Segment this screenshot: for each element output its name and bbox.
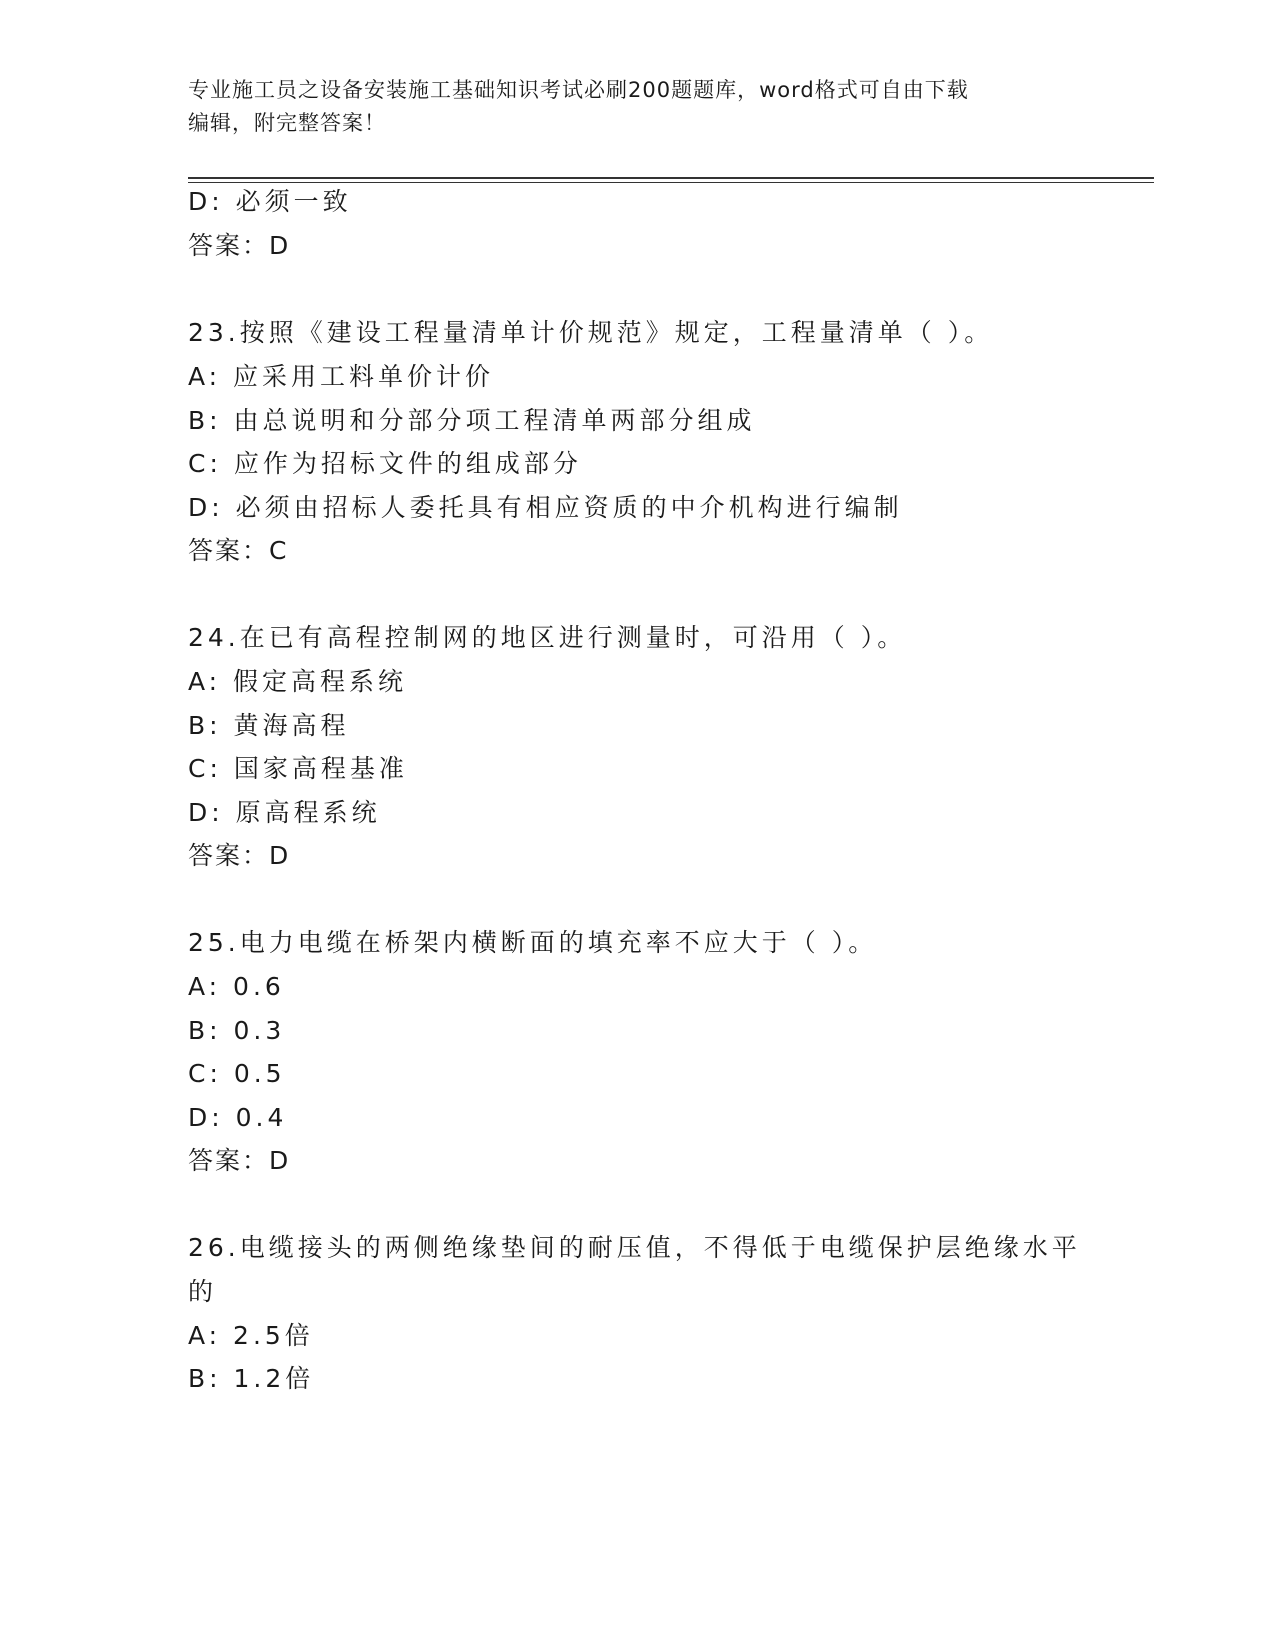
question-25-option-c: C: 0.5 bbox=[188, 1059, 286, 1088]
question-26-option-b: B: 1.2倍 bbox=[188, 1364, 315, 1393]
question-24-option-d: D: 原高程系统 bbox=[188, 798, 381, 827]
question-23-stem: 23.按照《建设工程量清单计价规范》规定，工程量清单（ ）。 bbox=[188, 318, 994, 347]
header-title-line1: 专业施工员之设备安装施工基础知识考试必刷200题题库，word格式可自由下载 bbox=[188, 78, 969, 102]
option-d: D: 必须一致 bbox=[188, 187, 352, 216]
question-24-stem: 24.在已有高程控制网的地区进行测量时，可沿用（ ）。 bbox=[188, 623, 907, 652]
question-25-stem: 25.电力电缆在桥架内横断面的填充率不应大于（ ）。 bbox=[188, 928, 878, 957]
question-23-option-d: D: 必须由招标人委托具有相应资质的中介机构进行编制 bbox=[188, 493, 903, 522]
header-title-line2: 编辑，附完整答案！ bbox=[188, 111, 386, 135]
document-header bbox=[188, 74, 1088, 140]
question-26-stem-line1: 26.电缆接头的两侧绝缘垫间的耐压值，不得低于电缆保护层绝缘水平 bbox=[188, 1233, 1081, 1262]
question-25-option-b: B: 0.3 bbox=[188, 1016, 286, 1045]
question-25-answer: 答案：D bbox=[188, 1146, 291, 1175]
answer-label: 答案：D bbox=[188, 231, 291, 260]
question-24-option-a: A: 假定高程系统 bbox=[188, 667, 408, 696]
question-26-stem-line2: 的 bbox=[188, 1277, 218, 1306]
question-23-answer: 答案：C bbox=[188, 536, 289, 565]
question-23-option-b: B: 由总说明和分部分项工程清单两部分组成 bbox=[188, 406, 756, 435]
question-24-answer: 答案：D bbox=[188, 841, 291, 870]
header-divider bbox=[188, 177, 1154, 183]
question-26-option-a: A: 2.5倍 bbox=[188, 1321, 314, 1350]
question-24-option-b: B: 黄海高程 bbox=[188, 711, 350, 740]
question-24-option-c: C: 国家高程基准 bbox=[188, 754, 408, 783]
question-23-option-c: C: 应作为招标文件的组成部分 bbox=[188, 449, 582, 478]
question-23-option-a: A: 应采用工料单价计价 bbox=[188, 362, 495, 391]
question-25-option-a: A: 0.6 bbox=[188, 972, 285, 1001]
question-25-option-d: D: 0.4 bbox=[188, 1103, 288, 1132]
